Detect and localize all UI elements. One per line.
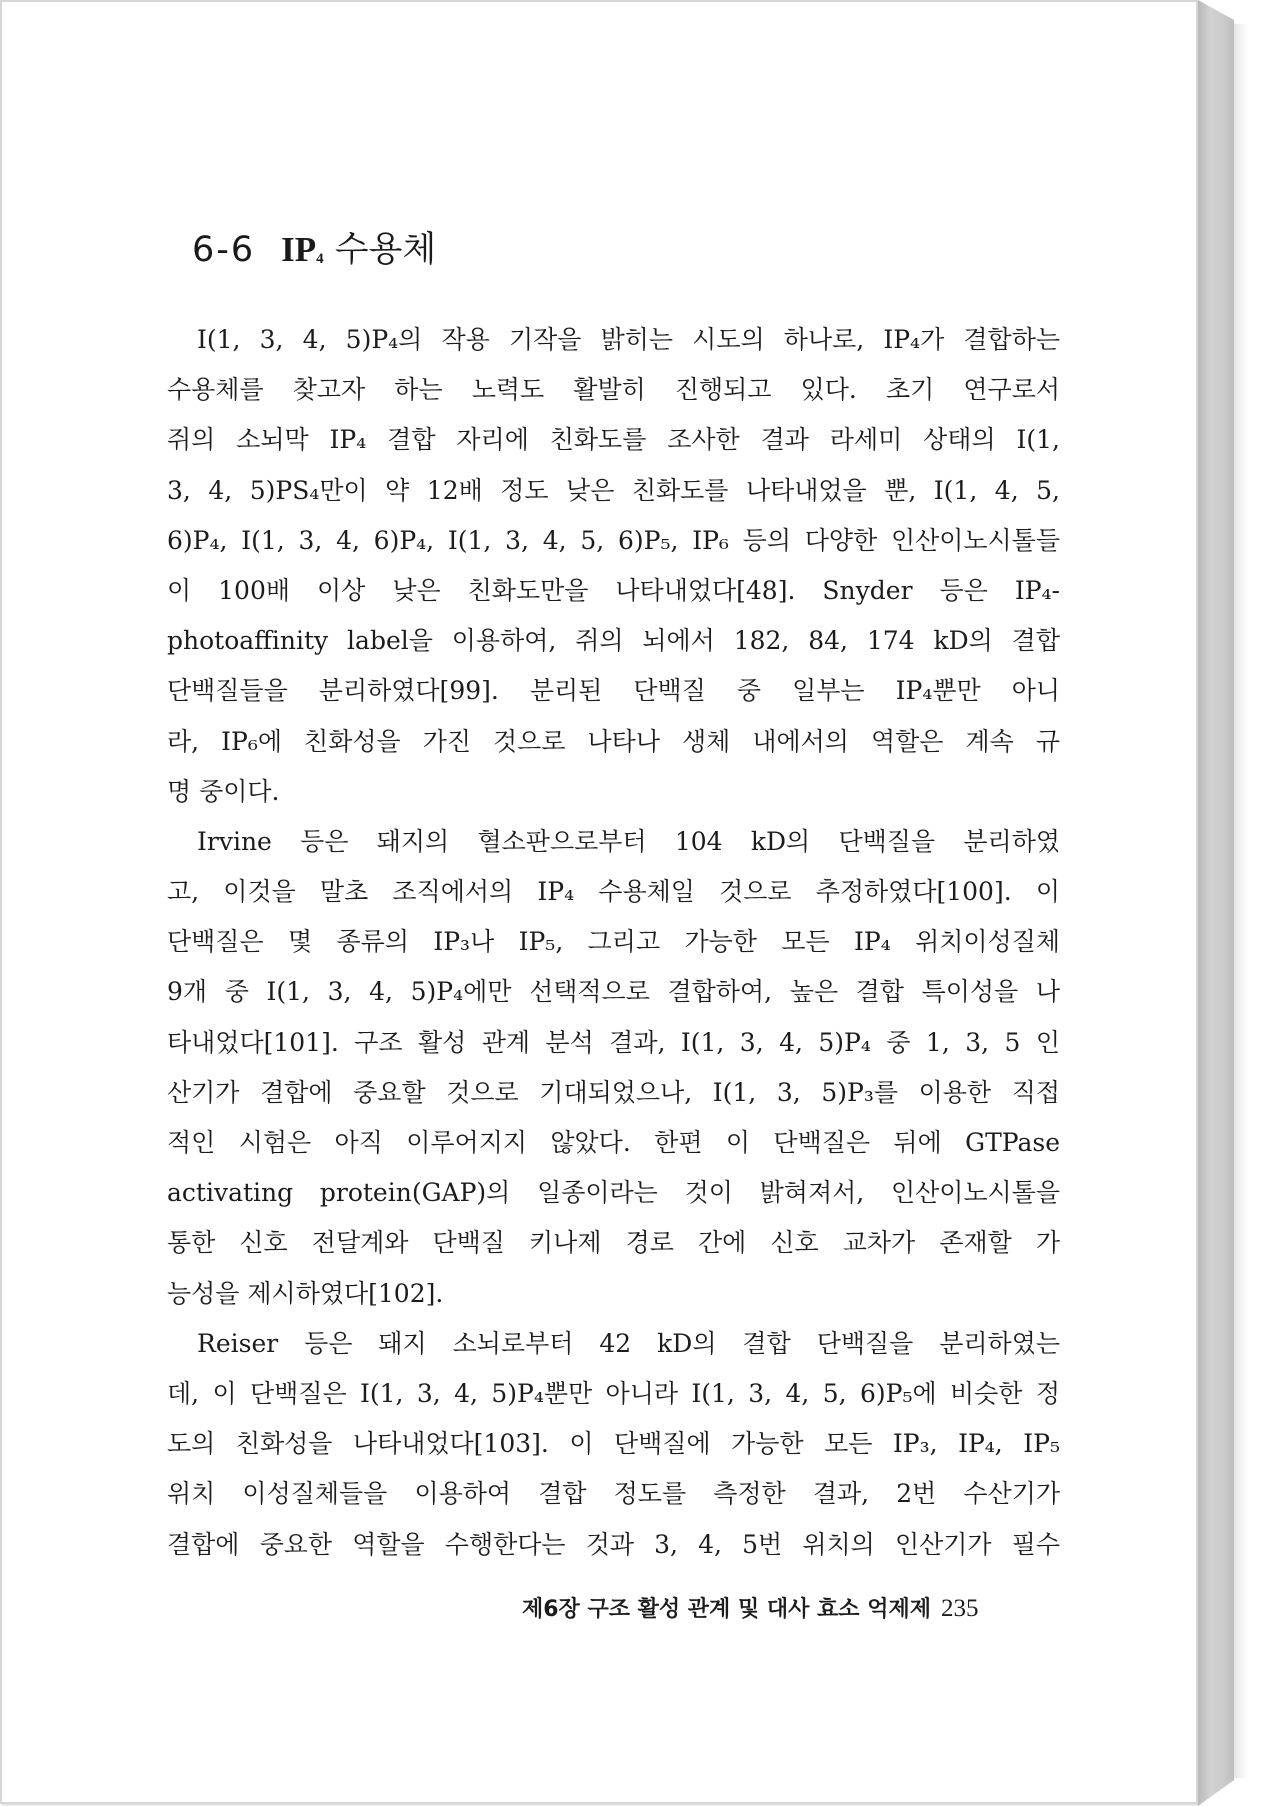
text-line: I(1, 3, 4, 5)P₄의 작용 기작을 밝히는 시도의 하나로, IP₄가 결합하는 [197, 325, 1060, 354]
section-title-rest: 수용체 [323, 230, 437, 270]
page-number: 235 [940, 1595, 979, 1622]
text-line: 수용체를 찾고자 하는 노력도 활발히 진행되고 있다. 초기 연구로서 [167, 375, 1060, 405]
text-line: 9개 중 I(1, 3, 4, 5)P₄에만 선택적으로 결합하여, 높은 결합 특이성을 나 [167, 977, 1060, 1007]
text-line: activating protein(GAP)의 일종이라는 것이 밝혀져서, 인산이노시톨을 [167, 1178, 1060, 1208]
text-line: 데, 이 단백질은 I(1, 3, 4, 5)P₄뿐만 아니라 I(1, 3, 4, 5, 6)P₅에 비슷한 정 [167, 1378, 1060, 1408]
text-line: 6)P₄, I(1, 3, 4, 6)P₄, I(1, 3, 4, 5, 6)P₅, IP₆ 등의 다양한 인산이노시톨들 [167, 525, 1060, 555]
text-line: 고, 이것을 말초 조직에서의 IP₄ 수용체일 것으로 추정하였다[100]. 이 [167, 877, 1060, 907]
text-line: 단백질들을 분리하였다[99]. 분리된 단백질 중 일부는 IP₄뿐만 아니 [167, 676, 1060, 706]
text-line: 단백질은 몇 종류의 IP₃나 IP₅, 그리고 가능한 모든 IP₄ 위치이성질체 [167, 927, 1060, 957]
text-line: Irvine 등은 돼지의 혈소판으로부터 104 kD의 단백질을 분리하였 [197, 826, 1060, 856]
chapter-title: 제6장 구조 활성 관계 및 대사 효소 억제제 [522, 1597, 931, 1622]
text-line: 통한 신호 전달계와 단백질 키나제 경로 간에 신호 교차가 존재할 가 [167, 1228, 1060, 1258]
text-line: 도의 친화성을 나타내었다[103]. 이 단백질에 가능한 모든 IP₃, IP₄, IP₅ [167, 1429, 1060, 1459]
text-line: Reiser 등은 돼지 소뇌로부터 42 kD의 결합 단백질을 분리하였는 [197, 1328, 1060, 1358]
text-line: 명 중이다. [167, 776, 280, 806]
text-line: 적인 시험은 아직 이루어지지 않았다. 한편 이 단백질은 뒤에 GTPase [167, 1128, 1060, 1157]
page-stack-edge [1198, 0, 1234, 1806]
text-line: 타내었다[101]. 구조 활성 관계 분석 결과, I(1, 3, 4, 5)P₄ 중 1, 3, 5 인 [167, 1027, 1060, 1057]
text-line: 능성을 제시하였다[102]. [167, 1278, 444, 1308]
text-line: 결합에 중요한 역할을 수행한다는 것과 3, 4, 5번 위치의 인산기가 필수 [167, 1529, 1060, 1559]
page-edge-shadow [1234, 24, 1248, 1778]
body-text [167, 315, 1060, 1570]
section-title-subscript: 4 [316, 251, 324, 267]
text-line: 이 100배 이상 낮은 친화도만을 나타내었다[48]. Snyder 등은 IP₄- [167, 575, 1060, 605]
text-line: photoaffinity label을 이용하여, 쥐의 뇌에서 182, 84, 174 kD의 결합 [167, 626, 1060, 656]
text-line: 라, IP₆에 친화성을 가진 것으로 나타나 생체 내에서의 역할은 계속 규 [167, 726, 1060, 756]
section-number: 6-6 [192, 230, 256, 270]
section-title-main: IP [281, 230, 317, 269]
text-line: 산기가 결합에 중요할 것으로 기대되었으나, I(1, 3, 5)P₃를 이용한 직접 [167, 1077, 1060, 1107]
text-line: 3, 4, 5)PS₄만이 약 12배 정도 낮은 친화도를 나타내었을 뿐, I(1, 4, 5, [167, 475, 1060, 505]
text-line: 위치 이성질체들을 이용하여 결합 정도를 측정한 결과, 2번 수산기가 [167, 1479, 1060, 1509]
text-line: 쥐의 소뇌막 IP₄ 결합 자리에 친화도를 조사한 결과 라세미 상태의 I(1, [167, 425, 1060, 455]
section-heading [192, 222, 436, 272]
running-footer [522, 1592, 978, 1623]
